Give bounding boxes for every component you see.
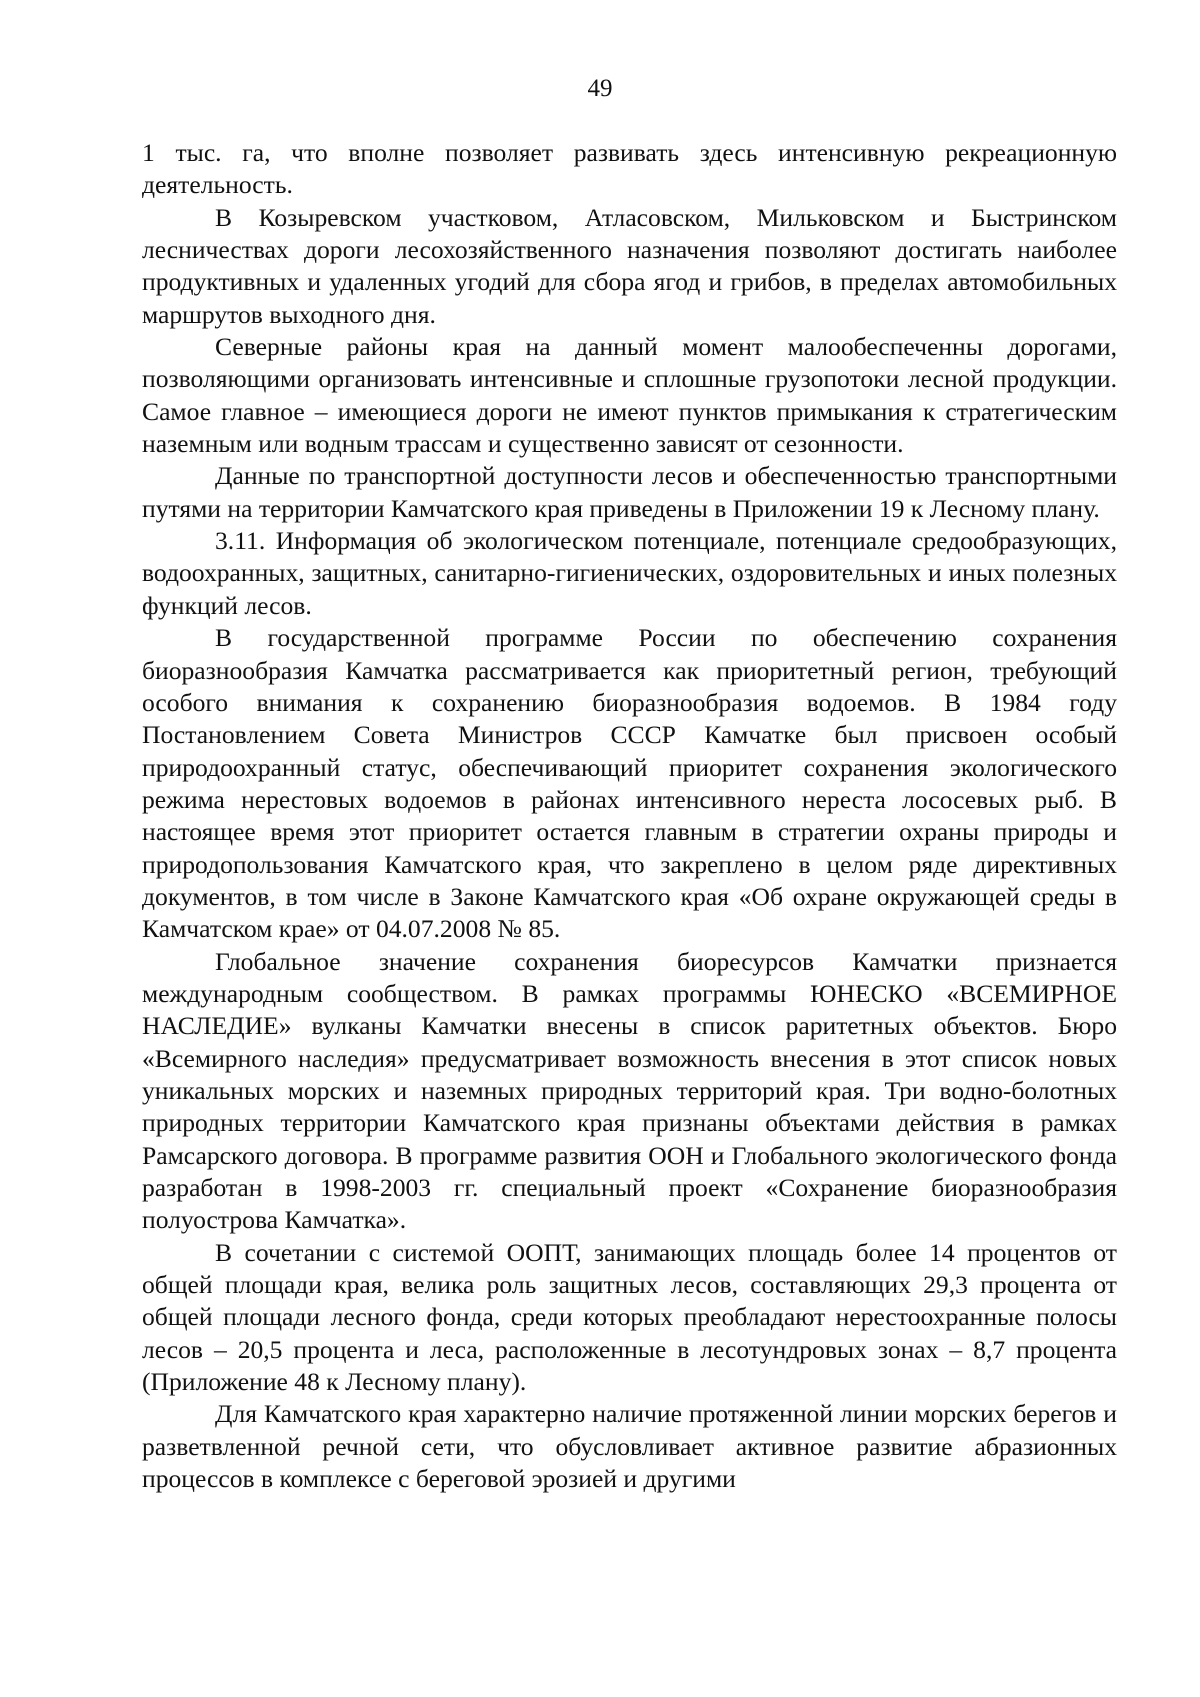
section-heading-3-11: 3.11. Информация об экологическом потенциале, потенциале средообразующих, водоохранных, защитных, санитарно-гигиенических, оздоровительных и иных полезных функций лесов.: [142, 526, 1117, 620]
paragraph-global-significance: Глобальное значение сохранения биоресурсов Камчатки признается международным сообществом. В рамках программы ЮНЕСКО «ВСЕМИРНОЕ НАСЛЕДИЕ» вулканы Камчатки внесены в список раритетных объектов. Бюро «Всемирного наследия» предусматривает возможность внесения в этот список новых уникальных морских и наземных природных территорий края. Три водно-болотных природных территории Камчатского края признаны объектами действия в рамках Рамсарского договора. В программе развития ООН и Глобального экологического фонда разработан в 1998-2003 гг. специальный проект «Сохранение биоразнообразия полуострова Камчатка».: [142, 946, 1117, 1235]
paragraph-coastline: Для Камчатского края характерно наличие протяженной линии морских берегов и разветвленной речной сети, что обусловливает активное развитие абразионных процессов в комплексе с береговой эрозией и другими: [142, 1399, 1117, 1494]
paragraph-forest-roads: В Козыревском участковом, Атласовском, Мильковском и Быстринском лесничествах дороги лесохозяйственного назначения позволяют достигать наиболее продуктивных и удаленных угодий для сбора ягод и грибов, в пределах автомобильных маршрутов выходного дня.: [142, 202, 1117, 329]
page-number: 49: [587, 75, 613, 102]
document-body: [142, 137, 1117, 1495]
paragraph-northern-regions: Северные районы края на данный момент малообеспеченны дорогами, позволяющими организовать интенсивные и сплошные грузопотоки лесной продукции. Самое главное – имеющиеся дороги не имеют пунктов примыкания к стратегическим наземным или водным трассам и существенно зависят от сезонности.: [142, 332, 1117, 459]
paragraph-protected-forests: В сочетании с системой ООПТ, занимающих площадь более 14 процентов от общей площади края, велика роль защитных лесов, составляющих 29,3 процента от общей площади лесного фонда, среди которых преобладают нерестоохранные полосы лесов – 20,5 процента и леса, расположенные в лесотундровых зонах – 8,7 процента (Приложение 48 к Лесному плану).: [142, 1237, 1117, 1397]
paragraph-continuation: 1 тыс. га, что вполне позволяет развивать здесь интенсивную рекреационную деятельность.: [142, 138, 1117, 200]
paragraph-state-program: В государственной программе России по обеспечению сохранения биоразнообразия Камчатка рассматривается как приоритетный регион, требующий особого внимания к сохранению биоразнообразия водоемов. В 1984 году Постановлением Совета Министров СССР Камчатке был присвоен особый природоохранный статус, обеспечивающий приоритет сохранения экологического режима нерестовых водоемов в районах интенсивного нереста лососевых рыб. В настоящее время этот приоритет остается главным в стратегии охраны природы и природопользования Камчатского края, что закреплено в целом ряде директивных документов, в том числе в Законе Камчатского края «Об охране окружающей среды в Камчатском крае» от 04.07.2008 № 85.: [142, 623, 1117, 944]
paragraph-transport-data: Данные по транспортной доступности лесов и обеспеченностью транспортными путями на территории Камчатского края приведены в Приложении 19 к Лесному плану.: [142, 461, 1117, 523]
